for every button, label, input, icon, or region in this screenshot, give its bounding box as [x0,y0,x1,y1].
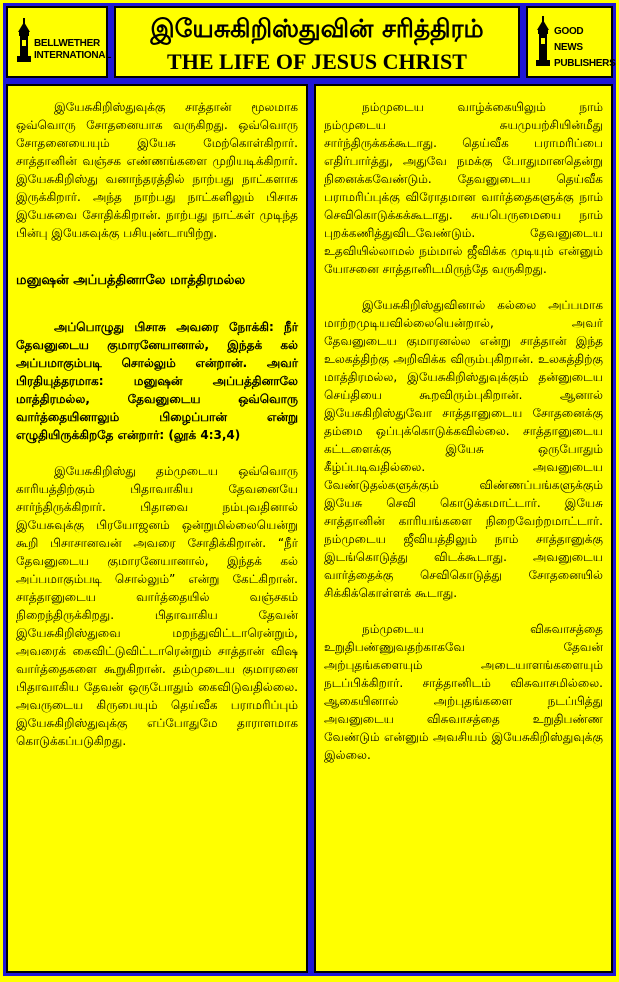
title-banner [114,6,520,78]
page-title-english: THE LIFE OF JESUS CHRIST [167,49,467,74]
right-paragraph-3: நம்முடைய விசுவாசத்தை உறுதிபண்ணுவதற்காகவே தேவன் அற்புதங்களையும் அடையாளங்களையும் நடப்பிக்கிறார். சாத்தானிடம் விசுவாசமில்லை. ஆகையினால் அற்புதங்களை நடப்பித்து அவனுடைய விசுவாசத்தை உறுதிபண்ண வேண்டும் என்னும் அவசியம் இயேசுகிறிஸ்துவுக்கு இல்லை. [324,622,603,762]
right-paragraph-2: இயேசுகிறிஸ்துவினால் கல்லை அப்பமாக மாற்றமுடியவில்லையென்றால், அவர் தேவனுடைய குமாரனல்ல என்று சாத்தான் இந்த உலகத்திற்கு அறிவிக்க விரும்புகிறான். உலகத்திற்கு மாத்திரமல்ல, இயேசுகிறிஸ்துவுக்கும் தன்னுடைய செய்தியை கூறவிரும்புகிறான். ஆனால் இயேசுகிறிஸ்துவோ சாத்தானுடைய சோதனைக்கு தம்மை ஒப்புக்கொடுக்கவில்லை. சாத்தானுடைய கட்டளைக்கு இயேசு ஒருபோதும் கீழ்ப்படிவதில்லை. அவனுடைய வேண்டுதல்களுக்கும் விண்ணப்பங்களுக்கும் இயேசு செவி கொடுக்கமாட்டார். இயேசு சாத்தானின் காரியங்களை நிறைவேற்றமாட்டார். நம்முடைய ஜீவியத்திலும் நாம் சாத்தானுக்கு இடங்கொடுத்து விடக்கூடாது. அவனுடைய வார்த்தைக்கு செவிகொடுத்து சோதனையில் சிக்கிக்கொள்ளக் கூடாது. [324,298,603,600]
section-heading: மனுஷன் அப்பத்தினாலே மாத்திரமல்ல [16,273,246,288]
bellwether-tower-icon [14,18,34,62]
left-paragraph-1: இயேசுகிறிஸ்துவுக்கு சாத்தான் மூலமாக ஒவ்வொரு சோதனையாக வருகிறது. ஒவ்வொரு சோதனையையும் இயேசு மேற்கொள்கிறார். சாத்தானின் வஞ்சக எண்ணங்களை முறியடிக்கிறார். இயேசுகிறிஸ்து வனாந்தரத்தில் நாற்பது நாட்களாக இருக்கிறார். அந்த நாற்பது நாட்களிலும் பிசாசு இயேசுவை சோதிக்கிறான். நாற்பது நாட்கள் முடிந்த பின்பு இயேசுவுக்கு பசியுண்டாயிற்று. [16,100,298,240]
right-column [314,84,613,973]
document-page [3,3,616,976]
right-paragraph-1: நம்முடைய வாழ்க்கையிலும் நாம் நம்முடைய சுயமுயற்சியின்மீது சார்ந்திருக்கக்கூடாது. தெய்வீக பராமரிப்பை எதிர்பார்த்து, அதுவே நமக்கு போதுமானதென்று நினைக்கவேண்டும். தேவனுடைய தெய்வீக பராமரிப்புக்கு விரோதமான வார்த்தைகளுக்கு நாம் செவிகொடுக்கக்கூடாது. சுயபெருமையை நாம் புறக்கணித்துவிடவேண்டும். தேவனுடைய உதவியில்லாமல் நம்மால் ஜீவிக்க முடியும் என்னும் யோசனை சாத்தானிடமிருந்தே வருகிறது. [324,100,603,276]
tower-icon [534,16,552,66]
good-news-logo-text: GOOD NEWS PUBLISHERS [554,26,616,69]
scripture-verse: அப்பொழுது பிசாசு அவரை நோக்கி: நீர் தேவனுடைய குமாரனேயானால், இந்தக் கல் அப்பமாகும்படி சொல்லும் என்றான். அவர் பிரதியுத்தரமாக: மனுஷன் அப்பத்தினாலே மாத்திரமல்ல, தேவனுடைய ஒவ்வொரு வார்த்தையினாலும் பிழைப்பான் என்று எழுதியிருக்கிறதே என்றார்: (லூக் 4:3,4) [16,320,298,442]
bellwether-logo-text: BELLWETHER INTERNATIONAL [34,38,112,61]
left-column [6,84,308,973]
page-title-tamil: இயேசுகிறிஸ்துவின் சரித்திரம் [150,14,484,43]
bellwether-logo [6,6,112,78]
good-news-logo [526,6,616,78]
left-paragraph-2: இயேசுகிறிஸ்து தம்முடைய ஒவ்வொரு காரியத்திற்கும் பிதாவாகிய தேவனையே சார்ந்திருக்கிறார். பிதாவை நம்புவதினால் இயேசுவுக்கு பிரயோஜனம் ஒன்றுமில்லையென்று கூறி பிசாசானவன் அவரை சோதிக்கிறான். “நீர் தேவனுடைய குமாரனேயானால், இந்தக் கல் அப்பமாகும்படி சொல்லும்” என்று கேட்கிறான். சாத்தானுடைய வார்த்தையில் வஞ்சகம் நிறைந்திருக்கிறது. பிதாவாகிய தேவன் இயேசுகிறிஸ்துவை மறந்துவிட்டாரென்றும், அவரைக் கைவிட்டுவிட்டாரென்றும் சாத்தான் விஷ வார்த்தைகளை கூறுகிறான். தம்முடைய குமாரனை பிதாவாகிய தேவன் ஒருபோதும் கைவிடுவதில்லை. அவருடைய கிருபையும் தெய்வீக பராமரிப்பும் இயேசுகிறிஸ்துவுக்கு எப்போதுமே தாராளமாக கொடுக்கப்படுகிறது. [16,464,298,748]
